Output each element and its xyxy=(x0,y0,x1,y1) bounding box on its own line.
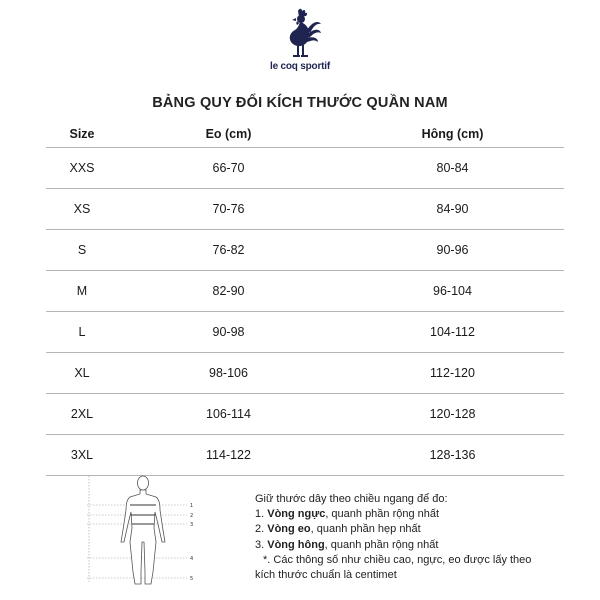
body-measurement-icon xyxy=(83,472,213,592)
size-cell: L xyxy=(78,325,86,339)
notes-intro: Giữ thước dây theo chiều ngang để đo: xyxy=(255,493,448,505)
size-cell: 3XL xyxy=(70,448,94,462)
svg-text:3: 3 xyxy=(190,522,194,528)
table-row xyxy=(46,312,564,353)
size-cell: XXS xyxy=(69,161,95,175)
brand-name: le coq sportif xyxy=(270,61,330,72)
size-cell: 2XL xyxy=(70,407,94,421)
svg-text:2: 2 xyxy=(190,513,194,519)
svg-text:5: 5 xyxy=(190,576,194,582)
waist-cell: 82-90 xyxy=(212,284,245,298)
size-cell: XL xyxy=(74,366,90,380)
body-measurement-figure xyxy=(83,472,213,592)
hip-cell: 128-136 xyxy=(429,448,476,462)
footnote-line-2: kích thước chuẩn là centimet xyxy=(255,569,397,582)
brand-logo xyxy=(0,8,600,72)
size-table xyxy=(46,120,564,476)
table-header-row xyxy=(46,120,564,148)
table-row xyxy=(46,353,564,394)
size-cell: XS xyxy=(73,202,91,216)
hip-cell: 112-120 xyxy=(430,366,475,380)
header-size: Size xyxy=(69,126,95,141)
header-waist: Eo (cm) xyxy=(205,126,252,141)
waist-cell: 70-76 xyxy=(212,202,245,216)
table-row xyxy=(46,230,564,271)
note-item-hip: 3. Vòng hông, quanh phần rộng nhất xyxy=(255,538,439,551)
size-cell: M xyxy=(76,284,88,298)
hip-cell: 90-96 xyxy=(436,243,469,257)
waist-cell: 66-70 xyxy=(212,161,245,175)
hip-cell: 80-84 xyxy=(436,161,469,175)
rooster-icon xyxy=(278,8,322,60)
waist-cell: 114-122 xyxy=(206,448,251,462)
note-item-chest: 1. Vòng ngực, quanh phần rộng nhất xyxy=(255,508,440,521)
table-row xyxy=(46,271,564,312)
waist-cell: 76-82 xyxy=(212,243,245,257)
svg-text:4: 4 xyxy=(190,556,194,562)
table-row xyxy=(46,148,564,189)
table-row xyxy=(46,189,564,230)
svg-text:1: 1 xyxy=(190,503,194,509)
measurement-notes xyxy=(255,492,585,583)
table-row xyxy=(46,394,564,435)
waist-cell: 106-114 xyxy=(206,407,251,421)
size-cell: S xyxy=(77,243,87,257)
table-row xyxy=(46,435,564,476)
header-hip: Hông (cm) xyxy=(421,126,484,141)
hip-cell: 84-90 xyxy=(436,202,469,216)
waist-cell: 98-106 xyxy=(209,366,248,380)
hip-cell: 104-112 xyxy=(430,325,475,339)
page-title: BẢNG QUY ĐỔI KÍCH THƯỚC QUẦN NAM xyxy=(152,95,448,111)
note-item-waist: 2. Vòng eo, quanh phần hẹp nhất xyxy=(255,523,421,536)
footnote-line-1: *. Các thông số như chiều cao, ngực, eo được lấy theo xyxy=(263,553,532,566)
waist-cell: 90-98 xyxy=(212,325,245,339)
hip-cell: 120-128 xyxy=(429,407,476,421)
hip-cell: 96-104 xyxy=(433,284,472,298)
